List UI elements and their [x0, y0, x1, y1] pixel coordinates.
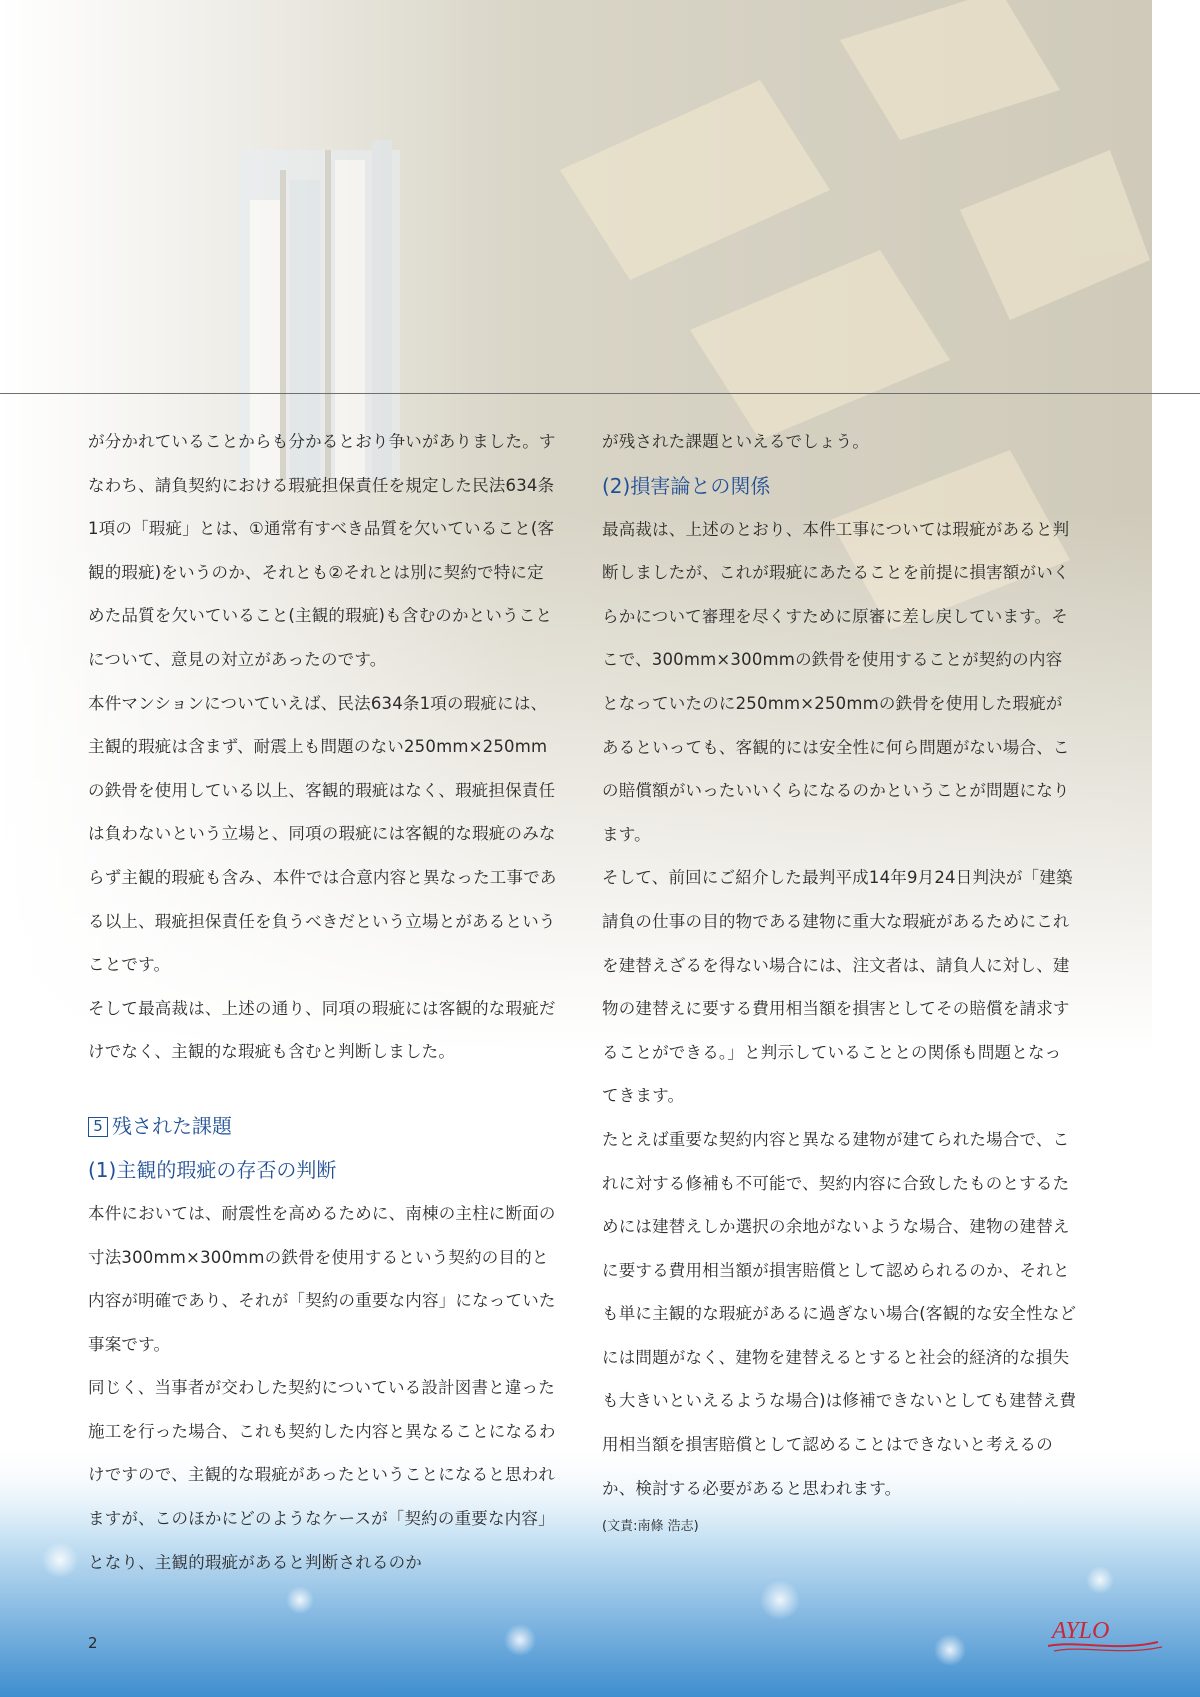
body-paragraph: 最高裁は、上述のとおり、本件工事については瑕疵があると判断しましたが、これが瑕疵にあたることを前提に損害額がいくらかについて審理を尽くすために原審に差し戻しています。そこで、300mm×300mmの鉄骨を使用することが契約の内容となっていたのに250mm×250mmの鉄骨を使用した瑕疵があるといっても、客観的には安全性に何ら問題がない場合、この賠償額がいったいいくらになるのかということが問題になります。: [602, 519, 1070, 844]
body-paragraph: 本件においては、耐震性を高めるために、南棟の主柱に断面の寸法300mm×300mmの鉄骨を使用するという契約の目的と内容が明確であり、それが「契約の重要な内容」になっていた事案です。: [88, 1203, 556, 1354]
right-column: [602, 420, 1077, 1542]
body-paragraph: そして、前回にご紹介した最判平成14年9月24日判決が「建築請負の仕事の目的物である建物に重大な瑕疵があるためにこれを建替えざるを得ない場合には、注文者は、請負人に対し、建物の建替えに要する費用相当額を損害としてその賠償を請求することができる。」と判示していることとの関係も問題となってきます。: [602, 868, 1073, 1106]
aylo-logo: [1046, 1612, 1166, 1656]
body-paragraph: 本件マンションについていえば、民法634条1項の瑕疵には、主観的瑕疵は含まず、耐震上も問題のない250mm×250mmの鉄骨を使用している以上、客観的瑕疵はなく、瑕疵担保責任は負わないという立場と、同項の瑕疵には客観的な瑕疵のみならず主観的瑕疵も含み、本件では合意内容と異なった工事である以上、瑕疵担保責任を負うべきだという立場とがあるということです。: [88, 693, 557, 975]
body-paragraph: 同じく、当事者が交わした契約についている設計図書と違った施工を行った場合、これも契約した内容と異なることになるわけですので、主観的な瑕疵があったということになると思われますが、このほかにどのようなケースが「契約の重要な内容」となり、主観的瑕疵があると判断されるのか: [88, 1378, 556, 1572]
page-number: 2: [88, 1634, 98, 1652]
subsection-heading: (1)主観的瑕疵の存否の判断: [88, 1157, 337, 1182]
body-paragraph: が残された課題といえるでしょう。: [602, 432, 870, 451]
body-paragraph: が分かれていることからも分かるとおり争いがありました。すなわち、請負契約における瑕疵担保責任を規定した民法634条1項の「瑕疵」とは、①通常有すべき品質を欠いていること(客観的瑕疵)をいうのか、それとも②それとは別に契約で特に定めた品質を欠いていること(主観的瑕疵)も含むのかということについて、意見の対立があったのです。: [88, 432, 556, 669]
left-column: [88, 420, 558, 1584]
author-credit: (文責:南條 浩志): [602, 1519, 699, 1535]
header-divider-line: [0, 393, 1200, 394]
section-heading: [88, 1104, 558, 1148]
subsection-heading: (2)損害論との関係: [602, 473, 771, 498]
body-paragraph: そして最高裁は、上述の通り、同項の瑕疵には客観的な瑕疵だけでなく、主観的な瑕疵も含むと判断しました。: [88, 998, 556, 1062]
logo-text: AYLO: [1052, 1618, 1110, 1644]
body-paragraph: たとえば重要な契約内容と異なる建物が建てられた場合で、これに対する修補も不可能で、契約内容に合致したものとするためには建替えしか選択の余地がないような場合、建物の建替えに要する費用相当額が損害賠償として認められるのか、それとも単に主観的な瑕疵があるに過ぎない場合(客観的な安全性などには問題がなく、建物を建替えるとすると社会的経済的な損失も大きいといえるような場合)は修補できないとしても建替え費用相当額を損害賠償として認めることはできないと考えるのか、検討する必要があると思われます。: [602, 1129, 1077, 1498]
section-number-box: 5: [88, 1117, 108, 1137]
section-title: 残された課題: [112, 1113, 232, 1138]
